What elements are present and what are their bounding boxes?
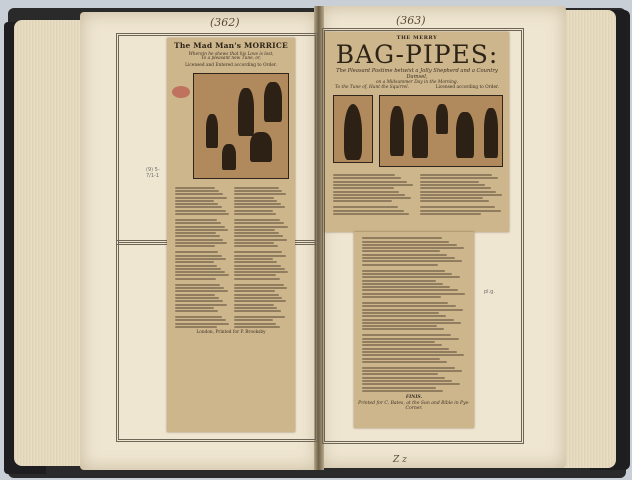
verse-text-line <box>420 184 485 186</box>
verse-text-line <box>333 206 398 208</box>
verse-text-line <box>333 181 407 183</box>
verse-text-line <box>175 210 226 212</box>
left-intro-line-2: To a pleasant new Tune, or, <box>201 56 261 62</box>
verse-text-line <box>234 219 280 221</box>
verse-text-line <box>234 268 285 270</box>
verse-text-line <box>175 258 226 260</box>
verse-text-line <box>362 344 442 346</box>
verse-text-line <box>362 370 462 372</box>
verse-text-line <box>362 250 440 252</box>
library-stamp <box>172 86 190 98</box>
verse-text-line <box>234 190 282 192</box>
verse-text-line <box>175 284 220 286</box>
verse-text-line <box>175 190 219 192</box>
verse-text-line <box>175 242 227 244</box>
verse-text-line <box>420 210 501 212</box>
verse-text-line <box>420 177 498 179</box>
verse-text-line <box>234 226 288 228</box>
verse-text-line <box>362 305 456 307</box>
verse-text-line <box>175 287 224 289</box>
verse-text-line <box>362 276 460 278</box>
verse-text-line <box>362 257 455 259</box>
verse-text-line <box>362 315 446 317</box>
verse-text-line <box>362 338 459 340</box>
verse-text-line <box>234 287 287 289</box>
verse-text-line <box>420 181 479 183</box>
verse-text-line <box>234 274 276 276</box>
pencil-annotation-right: pl.g. <box>484 289 495 295</box>
verse-text-line <box>333 174 395 176</box>
verse-text-line <box>362 241 449 243</box>
verse-text-line <box>362 383 460 385</box>
verse-text-line <box>362 244 457 246</box>
verse-text-line <box>175 319 226 321</box>
verse-text-line <box>362 390 443 392</box>
verse-text-line <box>175 307 214 309</box>
verse-text-line <box>362 358 440 360</box>
verse-text-line <box>362 322 461 324</box>
verse-text-line <box>362 380 452 382</box>
verse-text-line <box>175 245 215 247</box>
left-licence-line: Licensed and Entered according to Order. <box>185 63 277 69</box>
verse-text-line <box>362 260 462 262</box>
left-imprint: London, Printed for P. Brooksby <box>196 330 266 336</box>
right-tune-line: To the Tune of, Hunt the Squirrel. <box>335 84 409 90</box>
verse-text-line <box>175 213 229 215</box>
verse-text-line <box>362 341 435 343</box>
verse-text-line <box>175 326 217 328</box>
verse-text-line <box>362 286 450 288</box>
verse-text-line <box>362 302 448 304</box>
right-woodcut-bagpiper-scene <box>379 95 503 167</box>
verse-text-line <box>420 187 491 189</box>
verse-text-line <box>175 219 217 221</box>
verse-text-line <box>333 213 409 215</box>
verse-text-line <box>234 278 280 280</box>
verse-text-line <box>234 210 273 212</box>
verse-text-line <box>362 312 439 314</box>
verse-text-line <box>362 283 443 285</box>
verse-text-line <box>175 200 214 202</box>
verse-text-line <box>362 270 445 272</box>
verse-text-line <box>175 229 228 231</box>
verse-text-line <box>420 206 495 208</box>
verse-text-line <box>362 387 436 389</box>
verse-text-line <box>175 251 218 253</box>
right-subtitle: The Pleasant Pastime betwixt a Jolly Shepherd and a Country Damsel, <box>336 68 498 80</box>
verse-text-line <box>234 255 286 257</box>
verse-text-line <box>362 361 447 363</box>
verse-text-line <box>234 203 281 205</box>
right-woodcut-lady <box>333 95 373 163</box>
verse-text-line <box>175 274 229 276</box>
verse-text-line <box>234 326 280 328</box>
left-intro-line-1: Wherein he shews that his Love is lost, <box>188 51 274 57</box>
verse-text-line <box>175 206 222 208</box>
left-verse-columns <box>167 179 295 329</box>
verse-text-line <box>175 197 227 199</box>
right-licence-line: Licensed according to Order. <box>435 84 499 90</box>
verse-text-line <box>175 300 223 302</box>
verse-text-line <box>362 325 437 327</box>
verse-text-line <box>234 200 277 202</box>
verse-text-line <box>234 290 275 292</box>
verse-text-line <box>333 191 399 193</box>
verse-text-line <box>234 245 278 247</box>
verse-text-line <box>362 309 463 311</box>
verse-text-line <box>175 232 216 234</box>
left-ballad-title: The Mad Man's MORRICE <box>174 41 288 50</box>
verse-text-line <box>234 265 281 267</box>
verse-text-line <box>234 197 274 199</box>
verse-text-line <box>362 377 445 379</box>
verse-text-line <box>362 280 436 282</box>
right-verse-columns-top <box>325 167 509 217</box>
verse-text-line <box>362 328 444 330</box>
verse-text-line <box>362 354 464 356</box>
verse-text-line <box>234 310 281 312</box>
verse-text-line <box>234 239 287 241</box>
verse-text-line <box>234 284 284 286</box>
verse-text-line <box>333 194 405 196</box>
verse-text-line <box>175 235 220 237</box>
verse-text-line <box>362 367 455 369</box>
verse-text-line <box>175 255 222 257</box>
verse-text-line <box>420 213 481 215</box>
verse-text-line <box>362 289 458 291</box>
signature-mark: Z z <box>393 455 407 465</box>
verse-text-line <box>333 187 394 189</box>
verse-text-line <box>234 235 283 237</box>
verse-text-line <box>234 222 284 224</box>
verse-text-line <box>420 200 489 202</box>
verse-text-line <box>362 351 457 353</box>
right-ballad-sheet-top <box>325 32 509 232</box>
pencil-annotation-left: (9) 5-7/1-1 <box>146 167 160 179</box>
verse-text-line <box>234 261 277 263</box>
verse-text-line <box>175 239 223 241</box>
right-ballad-sheet-bottom <box>354 232 474 428</box>
right-subtitle-2: on a Midsummer Day in the Morning. <box>375 79 459 85</box>
verse-text-line <box>234 316 285 318</box>
right-folio: (363) <box>396 14 426 27</box>
verse-text-line <box>420 197 483 199</box>
verse-text-line <box>362 348 449 350</box>
verse-text-line <box>234 307 277 309</box>
verse-text-line <box>362 319 454 321</box>
verse-text-line <box>362 237 442 239</box>
verse-text-line <box>333 210 404 212</box>
verse-text-line <box>234 297 282 299</box>
verse-text-line <box>362 254 447 256</box>
verse-text-line <box>420 194 502 196</box>
left-woodcut-illustration <box>193 73 289 179</box>
verse-text-line <box>362 296 441 298</box>
verse-text-line <box>175 265 217 267</box>
verse-text-line <box>420 191 496 193</box>
right-imprint: Printed for C. Bates, at the Sun and Bible in Pye-Corner. <box>358 400 470 411</box>
verse-text-line <box>175 226 225 228</box>
right-finis: FINIS. <box>405 394 423 400</box>
verse-text-line <box>234 213 276 215</box>
verse-text-line <box>234 187 279 189</box>
verse-text-line <box>362 247 464 249</box>
page-edges-left <box>14 20 84 466</box>
verse-text-line <box>175 294 215 296</box>
verse-text-line <box>234 242 274 244</box>
right-ballad-title: BAG-PIPES: <box>335 40 499 69</box>
verse-text-line <box>362 273 452 275</box>
verse-text-line <box>362 293 465 295</box>
verse-text-line <box>175 278 216 280</box>
verse-text-line <box>175 304 227 306</box>
verse-text-line <box>234 258 273 260</box>
verse-text-line <box>234 206 285 208</box>
verse-text-line <box>362 334 451 336</box>
verse-text-line <box>175 290 228 292</box>
left-ballad-sheet <box>167 38 295 432</box>
verse-text-line <box>333 197 411 199</box>
verse-text-line <box>234 193 286 195</box>
right-verse-column-bottom <box>354 232 474 392</box>
verse-text-line <box>175 316 222 318</box>
verse-text-line <box>234 319 273 321</box>
verse-text-line <box>175 187 215 189</box>
verse-text-line <box>362 264 438 266</box>
verse-text-line <box>234 300 286 302</box>
verse-text-line <box>234 251 282 253</box>
verse-text-line <box>175 193 223 195</box>
verse-text-line <box>175 222 221 224</box>
verse-text-line <box>175 323 229 325</box>
verse-text-line <box>234 229 275 231</box>
verse-text-line <box>333 177 401 179</box>
page-edges-right <box>560 10 616 468</box>
verse-text-line <box>234 304 274 306</box>
verse-text-line <box>362 373 438 375</box>
verse-text-line <box>234 323 276 325</box>
verse-text-line <box>175 261 214 263</box>
verse-text-line <box>333 200 392 202</box>
verse-text-line <box>234 271 288 273</box>
verse-text-line <box>175 310 218 312</box>
verse-text-line <box>175 268 221 270</box>
verse-text-line <box>175 271 225 273</box>
verse-text-line <box>175 297 219 299</box>
verse-text-line <box>234 232 279 234</box>
verse-text-line <box>420 174 492 176</box>
left-folio: (362) <box>210 16 240 29</box>
verse-text-line <box>175 203 218 205</box>
verse-text-line <box>333 184 413 186</box>
verse-text-line <box>234 294 279 296</box>
right-header-small: THE MERRY <box>396 35 438 41</box>
